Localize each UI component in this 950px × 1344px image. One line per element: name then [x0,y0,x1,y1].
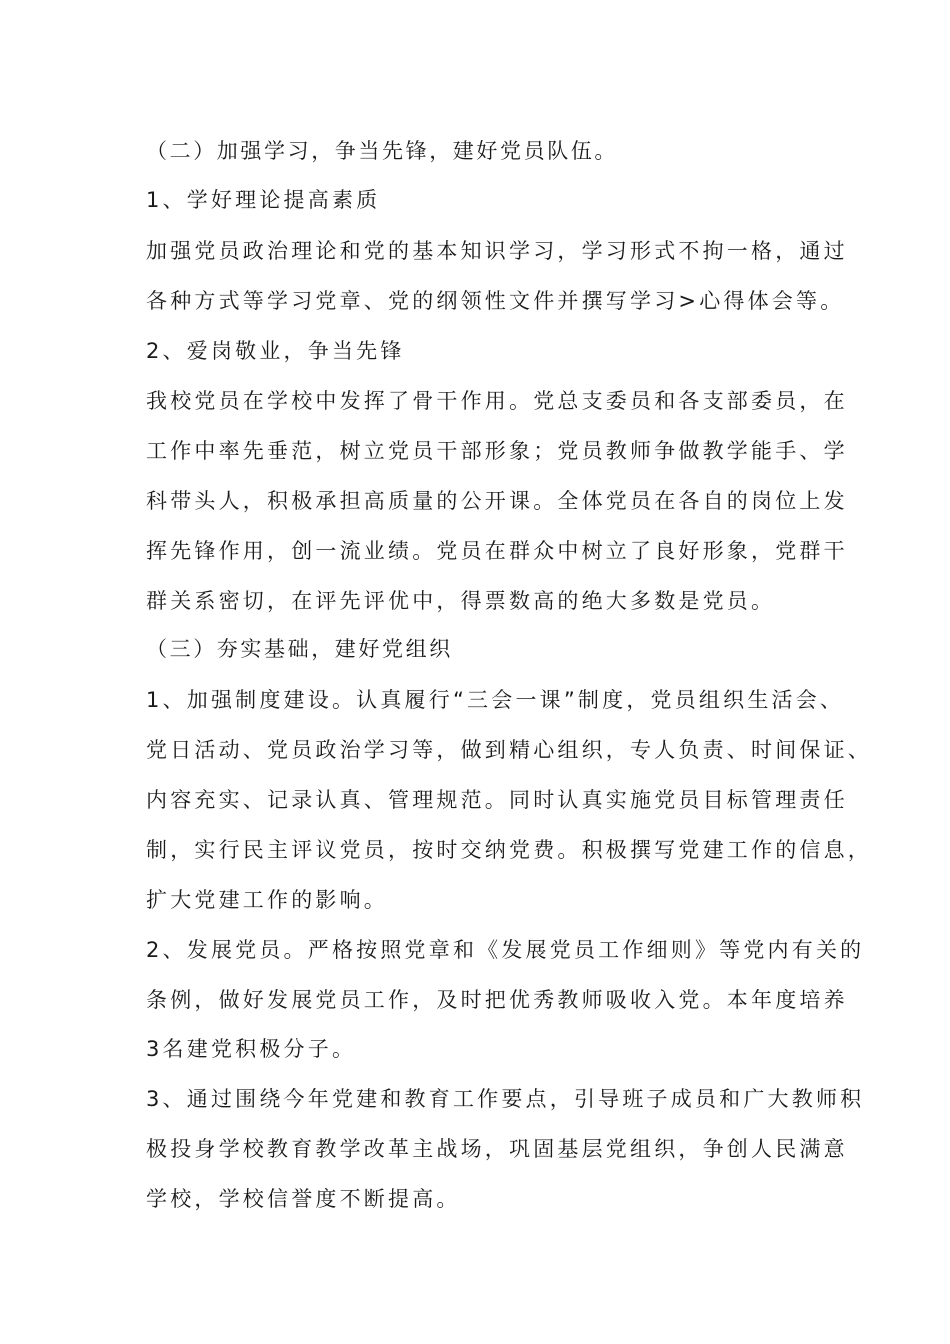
paragraph-line: 学校，学校信誉度不断提高。 [146,1187,461,1211]
paragraph-line: 科带头人，积极承担高质量的公开课。全体党员在各自的岗位上发 [146,489,848,513]
paragraph-line: 我校党员在学校中发挥了骨干作用。党总支委员和各支部委员，在 [146,389,848,413]
paragraph-line: 党日活动、党员政治学习等，做到精心组织，专人负责、时间保证、 [146,738,872,762]
paragraph-line: 工作中率先垂范，树立党员干部形象；党员教师争做教学能手、学 [146,439,848,463]
paragraph-line: 扩大党建工作的影响。 [146,888,388,912]
paragraph-line: 条例，做好发展党员工作，及时把优秀教师吸收入党。本年度培养 [146,988,848,1012]
paragraph-line: 制，实行民主评议党员，按时交纳党费。积极撰写党建工作的信息， [146,838,872,862]
paragraph-line: 挥先锋作用，创一流业绩。党员在群众中树立了良好形象，党群干 [146,539,848,563]
paragraph-line: 加强党员政治理论和党的基本知识学习，学习形式不拘一格，通过 [146,239,848,263]
paragraph-line: 1、加强制度建设。认真履行“三会一课”制度，党员组织生活会、 [146,688,845,712]
subheading-dedication: 2、爱岗敬业，争当先锋 [146,339,405,363]
paragraph-line: 各种方式等学习党章、党的纲领性文件并撰写学习>心得体会等。 [146,289,845,313]
paragraph-line: 2、发展党员。严格按照党章和《发展党员工作细则》等党内有关的 [146,938,865,962]
subheading-study-theory: 1、学好理论提高素质 [146,188,381,212]
paragraph-line: 3名建党积极分子。 [146,1037,357,1061]
section-heading-2: （二）加强学习，争当先锋，建好党员队伍。 [146,139,618,163]
paragraph-line: 群关系密切，在评先评优中，得票数高的绝大多数是党员。 [146,589,776,613]
paragraph-line: 3、通过围绕今年党建和教育工作要点，引导班子成员和广大教师积 [146,1087,865,1111]
section-heading-3: （三）夯实基础，建好党组织 [146,637,453,661]
paragraph-line: 内容充实、记录认真、管理规范。同时认真实施党员目标管理责任 [146,788,848,812]
paragraph-line: 极投身学校教育教学改革主战场，巩固基层党组织，争创人民满意 [146,1137,848,1161]
